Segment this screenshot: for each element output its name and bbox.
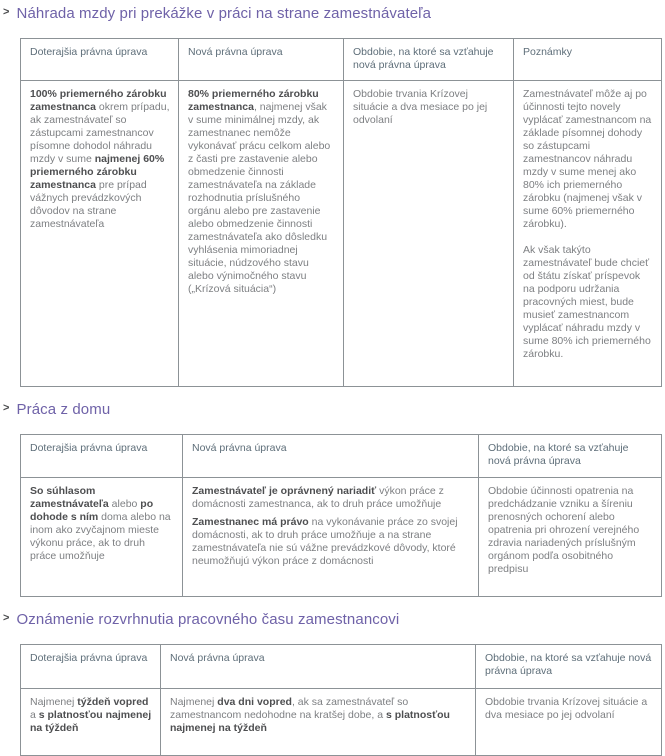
work-schedule-table [20,644,662,756]
column-header-current-law: Doterajšia právna úprava [21,645,161,689]
table-row [21,478,662,597]
cell-current-law: Najmenej týždeň vopred a s platnosťou najmenej na týždeň [21,689,161,756]
column-header-new-law: Nová právna úprava [161,645,476,689]
column-header-new-law: Nová právna úprava [179,39,344,81]
cell-period: Obdobie trvania Krízovej situácie a dva mesiace po jej odvolaní [344,81,514,387]
chevron-marker-icon: > [3,612,10,624]
cell-period: Obdobie účinnosti opatrenia na predchádzanie vzniku a šíreniu prenosných ochorení alebo opatrenia pri ohrození verejného zdravia nariadených príslušným orgánom podľa osobitného predpisu [479,478,662,597]
cell-new-law: Najmenej dva dni vopred, ak sa zamestnávateľ so zamestnancom nedohodne na kratšej dobe, a s platnosťou najmenej na týždeň [161,689,476,756]
wage-compensation-table [20,38,662,387]
column-header-period: Obdobie, na ktoré sa vzťahuje nová právna úprava [476,645,662,689]
section-title [0,597,665,628]
table-row [21,689,662,756]
section-work-schedule-notice [0,597,665,756]
column-header-current-law: Doterajšia právna úprava [21,39,179,81]
cell-notes: Zamestnávateľ môže aj po účinnosti tejto novely vyplácať zamestnancom na základe písomnej dohody so zástupcami zamestnancov náhradu mzdy v sume menej ako 80% ich priemerného zárobku (najmenej však v sume 60% priemerného zárobku). Ak však takýto zamestnávateľ bude chcieť od štátu získať príspevok na podporu udržania pracovných miest, bude musieť zamestnancom vyplácať náhradu mzdy v sume 80% ich priemerného zárobku. [514,81,662,387]
table-row [21,81,662,387]
section-title-text: Oznámenie rozvrhnutia pracovného času zamestnancovi [16,611,400,628]
cell-new-law: 80% priemerného zárobku zamestnanca, najmenej však v sume minimálnej mzdy, ak zamestnanec nemôže vykonávať prácu celkom alebo z časti pre zastavenie alebo obmedzenie činnosti zamestnávateľa na základe rozhodnutia príslušného orgánu alebo pre zastavenie alebo obmedzenie činnosti zamestnávateľa ako dôsledku vyhlásenia mimoriadnej situácie, núdzového stavu alebo výnimočného stavu („Krízová situácia“) [179,81,344,387]
section-work-from-home [0,387,665,597]
table-header-row [21,39,662,81]
cell-period: Obdobie trvania Krízovej situácie a dva mesiace po jej odvolaní [476,689,662,756]
cell-current-law: So súhlasom zamestnávateľa alebo po dohode s ním doma alebo na inom ako zvyčajnom mieste výkonu práce, ak to druh práce umožňuje [21,478,183,597]
chevron-marker-icon: > [3,402,10,414]
column-header-new-law: Nová právna úprava [183,435,479,478]
cell-current-law: 100% priemerného zárobku zamestnanca okrem prípadu, ak zamestnávateľ so zástupcami zamestnancov písomne dohodol náhradu mzdy v sume najmenej 60% priemerného zárobku zamestnanca pre prípad vážnych prevádzkových dôvodov na strane zamestnávateľa [21,81,179,387]
chevron-marker-icon: > [3,6,10,18]
cell-new-law: Zamestnávateľ je oprávnený nariadiť výkon práce z domácnosti zamestnanca, ak to druh práce umožňuje Zamestnanec má právo na vykonávanie práce zo svojej domácnosti, ak to druh práce umožňuje a na strane zamestnávateľa nie sú vážne prevádzkové dôvody, ktoré neumožňujú výkon práce z domácnosti [183,478,479,597]
column-header-period: Obdobie, na ktoré sa vzťahuje nová právna úprava [479,435,662,478]
column-header-period: Obdobie, na ktoré sa vzťahuje nová právna úprava [344,39,514,81]
column-header-current-law: Doterajšia právna úprava [21,435,183,478]
section-title [0,0,665,22]
column-header-notes: Poznámky [514,39,662,81]
table-header-row [21,645,662,689]
section-title-text: Náhrada mzdy pri prekážke v práci na strane zamestnávateľa [16,5,432,22]
section-title-text: Práca z domu [16,401,111,418]
table-header-row [21,435,662,478]
work-from-home-table [20,434,662,597]
section-title [0,387,665,418]
